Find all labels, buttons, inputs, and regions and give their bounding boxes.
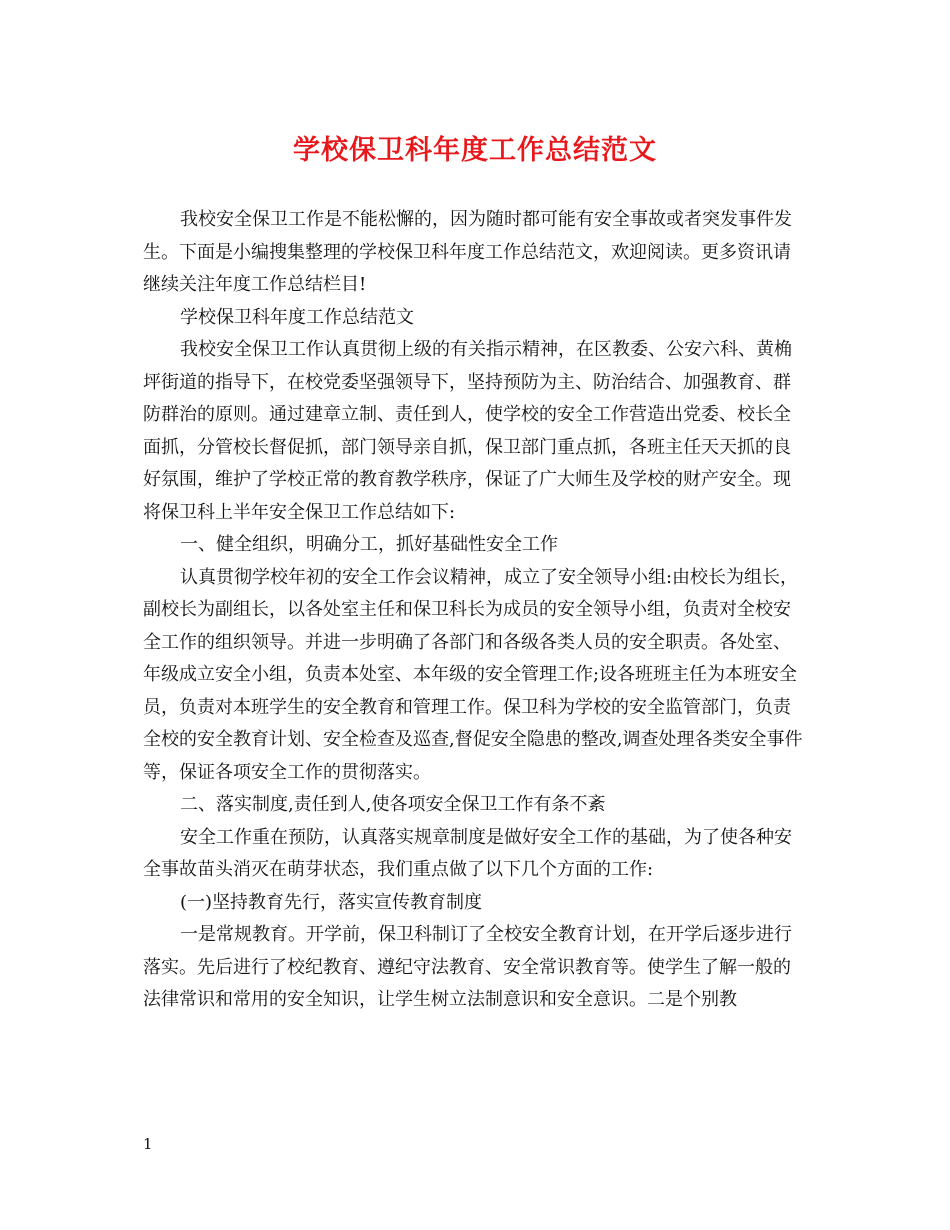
subtitle-paragraph: 学校保卫科年度工作总结范文 bbox=[180, 306, 414, 328]
section-heading-1: 一、健全组织，明确分工，抓好基础性安全工作 bbox=[180, 534, 558, 555]
overview-paragraph: 我校安全保卫工作认真贯彻上级的有关指示精神，在区教委、公安六科、黄桷坪街道的指导下，在校党委坚强领导下，坚持预防为主、防治结合、加强教育、群防群治的原则。通过建章立制、责任到人，使学校的安全工作营造出党委、校长全面抓，分管校长督促抓，部门领导亲自抓，保卫部门重点抓，各班主任天天抓的良好氛围，维护了学校正常的教育教学秩序，保证了广大师生及学校的财产安全。现将保卫科上半年安全保卫工作总结如下: bbox=[143, 339, 792, 523]
page-number: 1 bbox=[143, 1135, 153, 1153]
document-body bbox=[143, 204, 808, 1017]
subsection-heading-1: (一)坚持教育先行，落实宣传教育制度 bbox=[180, 891, 483, 913]
section-2-paragraph: 安全工作重在预防，认真落实规章制度是做好安全工作的基础，为了使各种安全事故苗头消灭在萌芽状态，我们重点做了以下几个方面的工作: bbox=[143, 826, 792, 880]
section-1-paragraph: 认真贯彻学校年初的安全工作会议精神，成立了安全领导小组:由校长为组长，副校长为副组长，以各处室主任和保卫科长为成员的安全领导小组，负责对全校安全工作的组织领导。并进一步明确了各部门和各级各类人员的安全职责。各处室、年级成立安全小组，负责本处室、本年级的安全管理工作;设各班班主任为本班安全员，负责对本班学生的安全教育和管理工作。保卫科为学校的安全监管部门，负责全校的安全教育计划、安全检查及巡查,督促安全隐患的整改,调查处理各类安全事件等，保证各项安全工作的贯彻落实。 bbox=[143, 566, 803, 783]
subsection-1-paragraph: 一是常规教育。开学前，保卫科制订了全校安全教育计划，在开学后逐步进行落实。先后进行了校纪教育、遵纪守法教育、安全常识教育等。使学生了解一般的法律常识和常用的安全知识，让学生树立法制意识和安全意识。二是个别教 bbox=[143, 924, 792, 1010]
intro-paragraph: 我校安全保卫工作是不能松懈的，因为随时都可能有安全事故或者突发事件发生。下面是小编搜集整理的学校保卫科年度工作总结范文，欢迎阅读。更多资讯请继续关注年度工作总结栏目! bbox=[143, 209, 792, 295]
section-heading-2: 二、落实制度,责任到人,使各项安全保卫工作有条不紊 bbox=[180, 794, 606, 815]
document-title: 学校保卫科年度工作总结范文 bbox=[293, 135, 657, 166]
